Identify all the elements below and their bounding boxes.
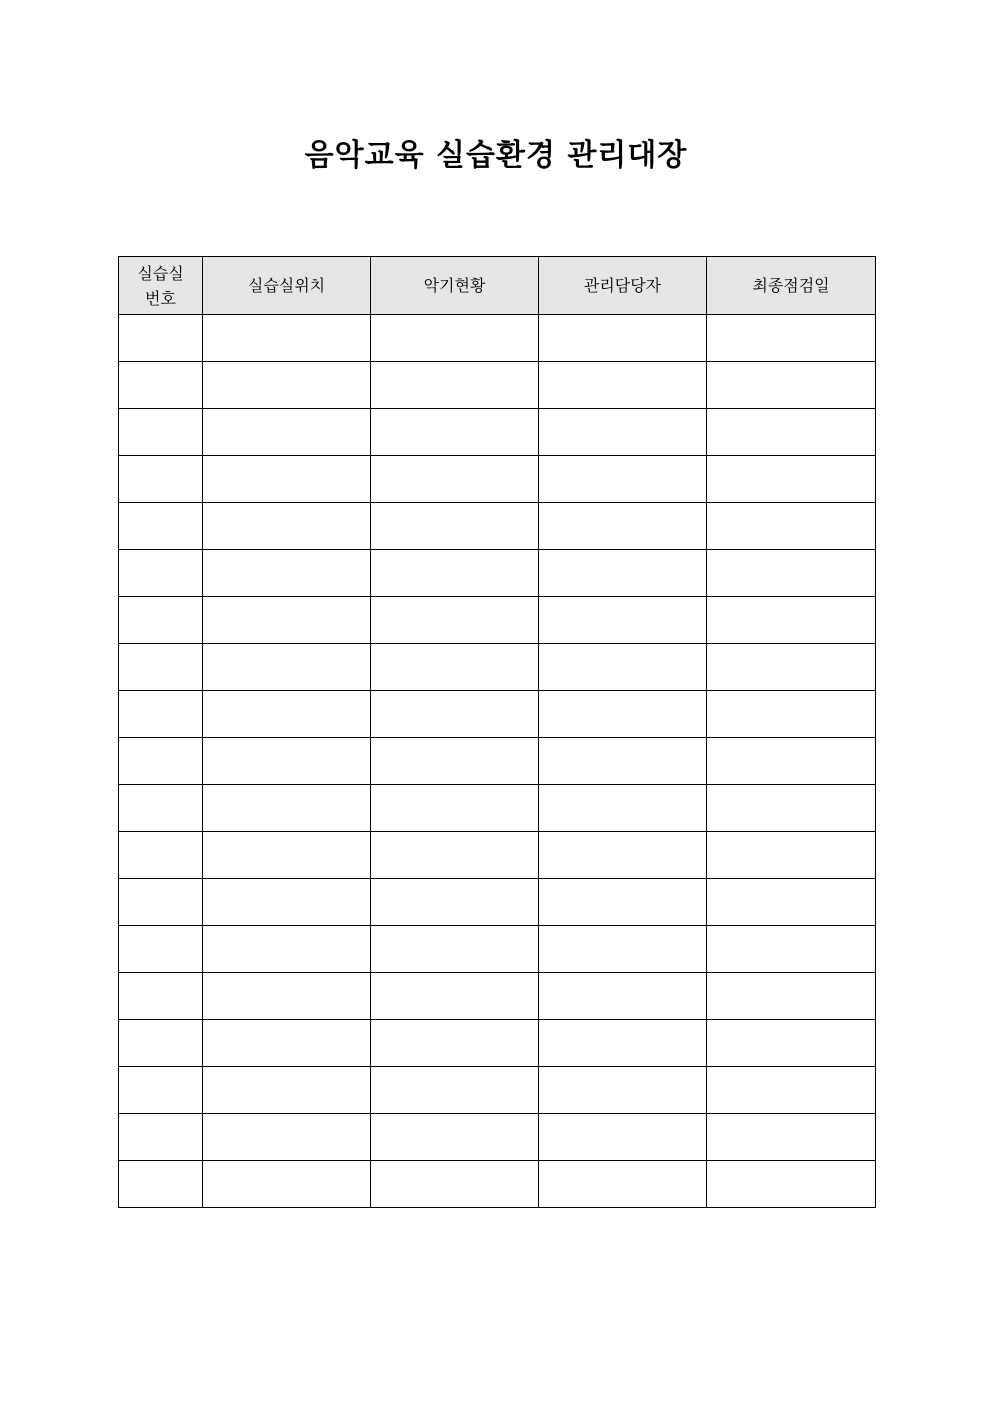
manager-cell[interactable] — [539, 879, 707, 926]
manager-cell[interactable] — [539, 1067, 707, 1114]
last-inspection-date-cell[interactable] — [707, 973, 876, 1020]
manager-cell[interactable] — [539, 503, 707, 550]
last-inspection-date-cell[interactable] — [707, 315, 876, 362]
instrument-status-cell[interactable] — [371, 315, 539, 362]
instrument-status-cell[interactable] — [371, 738, 539, 785]
table-row — [119, 362, 876, 409]
table-row — [119, 315, 876, 362]
room-location-cell[interactable] — [203, 550, 371, 597]
last-inspection-date-cell[interactable] — [707, 597, 876, 644]
instrument-status-cell[interactable] — [371, 362, 539, 409]
manager-cell[interactable] — [539, 456, 707, 503]
room-number-cell[interactable] — [119, 1067, 203, 1114]
room-number-cell[interactable] — [119, 879, 203, 926]
table-row — [119, 973, 876, 1020]
table-body — [119, 315, 876, 1208]
instrument-status-cell[interactable] — [371, 1067, 539, 1114]
room-number-cell[interactable] — [119, 785, 203, 832]
manager-cell[interactable] — [539, 315, 707, 362]
room-number-cell[interactable] — [119, 597, 203, 644]
table-header-row — [119, 257, 876, 315]
instrument-status-cell[interactable] — [371, 926, 539, 973]
table-row — [119, 503, 876, 550]
header-manager — [539, 257, 707, 315]
room-location-cell[interactable] — [203, 503, 371, 550]
instrument-status-cell[interactable] — [371, 1020, 539, 1067]
room-location-cell[interactable] — [203, 1020, 371, 1067]
table-row — [119, 456, 876, 503]
last-inspection-date-cell[interactable] — [707, 409, 876, 456]
room-location-cell[interactable] — [203, 362, 371, 409]
last-inspection-date-cell[interactable] — [707, 1114, 876, 1161]
table-row — [119, 832, 876, 879]
last-inspection-date-cell[interactable] — [707, 691, 876, 738]
manager-cell[interactable] — [539, 1020, 707, 1067]
table-row — [119, 926, 876, 973]
instrument-status-cell[interactable] — [371, 1161, 539, 1208]
header-room-number-line-1: 실습실 — [137, 263, 184, 283]
room-location-cell[interactable] — [203, 926, 371, 973]
document-title: 음악교육 실습환경 관리대장 — [304, 138, 688, 173]
room-location-cell[interactable] — [203, 691, 371, 738]
instrument-status-cell[interactable] — [371, 456, 539, 503]
last-inspection-date-cell[interactable] — [707, 1161, 876, 1208]
table-row — [119, 644, 876, 691]
last-inspection-date-cell[interactable] — [707, 879, 876, 926]
room-location-cell[interactable] — [203, 456, 371, 503]
management-ledger-table — [118, 256, 876, 1208]
instrument-status-cell[interactable] — [371, 691, 539, 738]
room-location-cell[interactable] — [203, 644, 371, 691]
room-number-cell[interactable] — [119, 362, 203, 409]
manager-cell[interactable] — [539, 362, 707, 409]
room-number-cell[interactable] — [119, 832, 203, 879]
instrument-status-cell[interactable] — [371, 1114, 539, 1161]
manager-cell[interactable] — [539, 785, 707, 832]
room-number-cell[interactable] — [119, 315, 203, 362]
manager-cell[interactable] — [539, 1161, 707, 1208]
instrument-status-cell[interactable] — [371, 644, 539, 691]
last-inspection-date-cell[interactable] — [707, 456, 876, 503]
room-location-cell[interactable] — [203, 879, 371, 926]
last-inspection-date-cell[interactable] — [707, 644, 876, 691]
instrument-status-cell[interactable] — [371, 597, 539, 644]
instrument-status-cell[interactable] — [371, 832, 539, 879]
manager-cell[interactable] — [539, 738, 707, 785]
header-instrument-status — [371, 257, 539, 315]
room-location-cell[interactable] — [203, 597, 371, 644]
room-location-cell[interactable] — [203, 1161, 371, 1208]
manager-cell[interactable] — [539, 1114, 707, 1161]
manager-cell[interactable] — [539, 926, 707, 973]
room-number-cell[interactable] — [119, 926, 203, 973]
header-manager-label: 관리담당자 — [583, 276, 662, 295]
room-number-cell[interactable] — [119, 644, 203, 691]
last-inspection-date-cell[interactable] — [707, 503, 876, 550]
last-inspection-date-cell[interactable] — [707, 362, 876, 409]
table-row — [119, 785, 876, 832]
last-inspection-date-cell[interactable] — [707, 1020, 876, 1067]
last-inspection-date-cell[interactable] — [707, 926, 876, 973]
table-row — [119, 1020, 876, 1067]
instrument-status-cell[interactable] — [371, 973, 539, 1020]
instrument-status-cell[interactable] — [371, 503, 539, 550]
room-number-cell[interactable] — [119, 1161, 203, 1208]
manager-cell[interactable] — [539, 644, 707, 691]
header-last-inspection-date — [707, 257, 876, 315]
room-number-cell[interactable] — [119, 550, 203, 597]
table-row — [119, 1161, 876, 1208]
header-instrument-status-label: 악기현황 — [423, 276, 486, 295]
last-inspection-date-cell[interactable] — [707, 785, 876, 832]
room-number-cell[interactable] — [119, 409, 203, 456]
room-location-cell[interactable] — [203, 1067, 371, 1114]
room-number-cell[interactable] — [119, 691, 203, 738]
room-location-cell[interactable] — [203, 785, 371, 832]
instrument-status-cell[interactable] — [371, 785, 539, 832]
last-inspection-date-cell[interactable] — [707, 550, 876, 597]
manager-cell[interactable] — [539, 832, 707, 879]
table-row — [119, 1114, 876, 1161]
room-location-cell[interactable] — [203, 315, 371, 362]
room-number-cell[interactable] — [119, 1020, 203, 1067]
table-row — [119, 738, 876, 785]
room-location-cell[interactable] — [203, 1114, 371, 1161]
last-inspection-date-cell[interactable] — [707, 1067, 876, 1114]
table-row — [119, 409, 876, 456]
room-location-cell[interactable] — [203, 832, 371, 879]
header-room-number — [119, 257, 203, 315]
last-inspection-date-cell[interactable] — [707, 832, 876, 879]
room-number-cell[interactable] — [119, 1114, 203, 1161]
table-row — [119, 550, 876, 597]
room-location-cell[interactable] — [203, 973, 371, 1020]
table-row — [119, 879, 876, 926]
manager-cell[interactable] — [539, 597, 707, 644]
header-room-location-label: 실습실위치 — [247, 276, 326, 295]
room-number-cell[interactable] — [119, 503, 203, 550]
room-number-cell[interactable] — [119, 738, 203, 785]
instrument-status-cell[interactable] — [371, 879, 539, 926]
header-room-number-line-2: 번호 — [145, 288, 176, 308]
header-room-location — [203, 257, 371, 315]
table-row — [119, 691, 876, 738]
table-row — [119, 1067, 876, 1114]
table-row — [119, 597, 876, 644]
instrument-status-cell[interactable] — [371, 550, 539, 597]
header-last-inspection-date-label: 최종점검일 — [752, 276, 830, 295]
instrument-status-cell[interactable] — [371, 409, 539, 456]
room-number-cell[interactable] — [119, 456, 203, 503]
room-location-cell[interactable] — [203, 738, 371, 785]
room-number-cell[interactable] — [119, 973, 203, 1020]
last-inspection-date-cell[interactable] — [707, 738, 876, 785]
manager-cell[interactable] — [539, 409, 707, 456]
manager-cell[interactable] — [539, 550, 707, 597]
room-location-cell[interactable] — [203, 409, 371, 456]
manager-cell[interactable] — [539, 973, 707, 1020]
manager-cell[interactable] — [539, 691, 707, 738]
